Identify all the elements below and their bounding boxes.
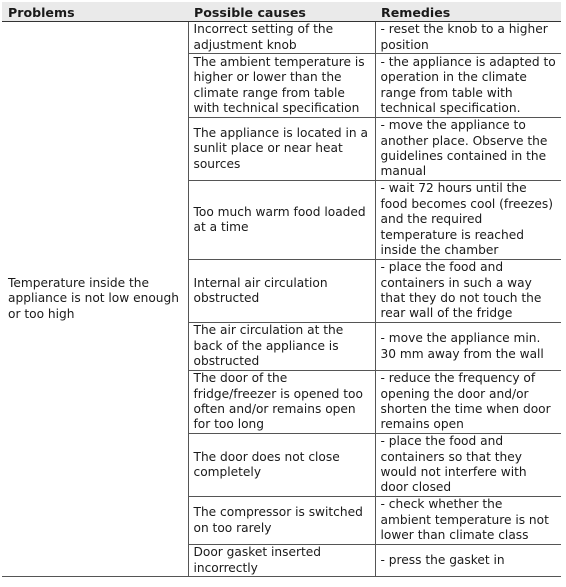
cause-text: Incorrect setting of the adjustment knob (193, 22, 334, 52)
cause-cell (188, 323, 375, 371)
problem-text: Temperature inside the appliance is not low enough or too high (8, 275, 179, 321)
cause-cell (188, 22, 375, 54)
remedy-cell (375, 22, 561, 54)
table-row (2, 22, 561, 54)
remedy-cell (375, 260, 561, 323)
header-problems: Problems (2, 2, 188, 22)
remedy-text: - move the appliance to another place. Observe the guidelines contained in the manual (380, 118, 548, 179)
cause-cell (188, 118, 375, 181)
remedy-cell (375, 545, 561, 577)
cause-cell (188, 181, 375, 260)
cause-cell (188, 371, 375, 434)
remedy-cell (375, 181, 561, 260)
remedy-text: - reduce the frequency of opening the door and/or shorten the time when door remains open (380, 371, 551, 432)
cause-text: Door gasket inserted incorrectly (193, 545, 321, 575)
remedy-text: - place the food and containers in such a way that they do not touch the rear wall of the fridge (380, 260, 542, 321)
cause-cell (188, 434, 375, 497)
cause-cell (188, 260, 375, 323)
cause-text: Internal air circulation obstructed (193, 275, 328, 305)
remedy-text: - the appliance is adapted to operation in the climate range from table with technical specification. (380, 54, 556, 115)
cause-text: The ambient temperature is higher or lower than the climate range from table with technical specification (193, 54, 365, 115)
remedy-cell (375, 54, 561, 118)
remedy-cell (375, 434, 561, 497)
troubleshooting-table (2, 2, 561, 577)
cause-text: Too much warm food loaded at a time (193, 204, 366, 234)
remedy-text: - place the food and containers so that they would not interfere with door closed (380, 434, 527, 495)
remedy-text: - reset the knob to a higher position (380, 22, 548, 52)
cause-cell (188, 497, 375, 545)
cause-text: The appliance is located in a sunlit place or near heat sources (193, 125, 368, 171)
header-possible-causes: Possible causes (188, 2, 375, 22)
cause-text: The air circulation at the back of the appliance is obstructed (193, 323, 344, 369)
cause-cell (188, 545, 375, 577)
header-remedies: Remedies (375, 2, 561, 22)
remedy-cell (375, 497, 561, 545)
remedy-cell (375, 118, 561, 181)
cause-text: The compressor is switched on too rarely (193, 505, 363, 535)
cause-cell (188, 54, 375, 118)
problem-cell (2, 22, 188, 577)
remedy-text: - press the gasket in (380, 552, 505, 567)
cause-text: The door of the fridge/freezer is opened too often and/or remains open for too long (193, 371, 363, 432)
remedy-text: - move the appliance min. 30 mm away from the wall (380, 331, 544, 361)
remedy-text: - wait 72 hours until the food becomes cool (freezes) and the required temperature is reached inside the chamber (380, 181, 553, 258)
table-header-row (2, 2, 561, 22)
cause-text: The door does not close completely (193, 449, 340, 479)
remedy-cell (375, 371, 561, 434)
remedy-cell (375, 323, 561, 371)
remedy-text: - check whether the ambient temperature is not lower than climate class (380, 497, 549, 543)
